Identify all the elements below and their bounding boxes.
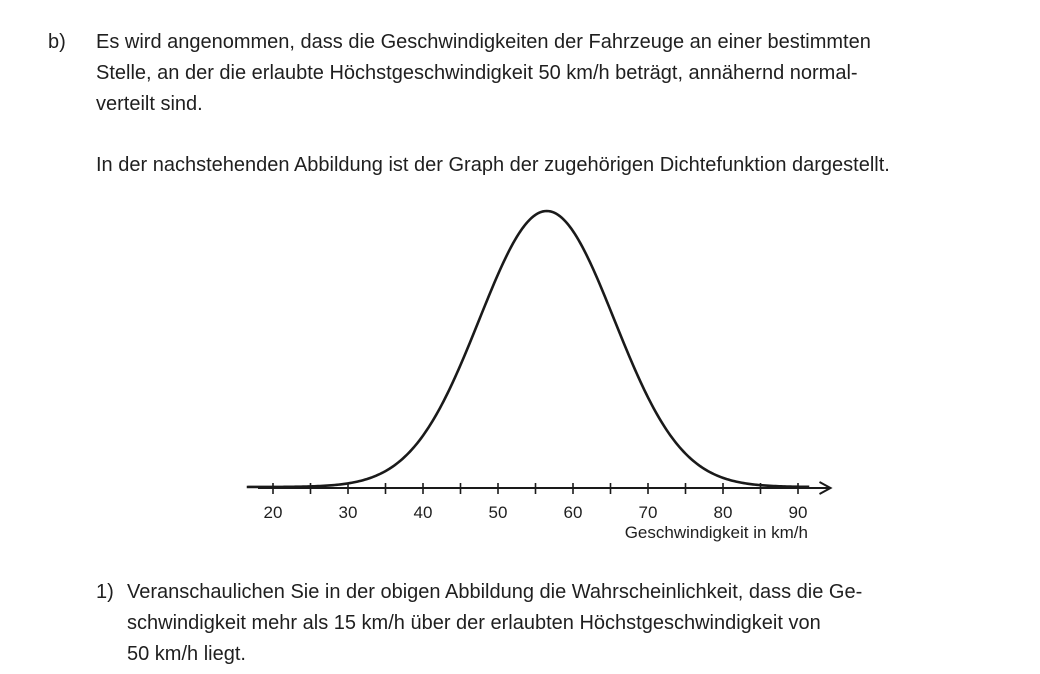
intro-line: Es wird angenommen, dass die Geschwindigkeiten der Fahrzeuge an einer bestimmten (96, 31, 871, 53)
x-tick-label: 20 (263, 503, 283, 522)
subtask-number: 1) (96, 581, 114, 603)
x-tick-label: 40 (413, 503, 433, 522)
x-axis-tick-labels (264, 503, 808, 522)
x-tick-label: 60 (563, 503, 583, 522)
x-tick-label: 50 (488, 503, 508, 522)
intro-line: verteilt sind. (96, 93, 203, 115)
intro-line: Stelle, an der die erlaubte Höchstgeschwindigkeit 50 km/h beträgt, annähernd normal- (96, 62, 858, 84)
subtask-text (127, 577, 862, 670)
subtask-line: 50 km/h liegt. (127, 643, 246, 665)
x-tick-label: 30 (338, 503, 358, 522)
x-tick-label: 80 (713, 503, 733, 522)
task-label: b) (48, 31, 66, 53)
subtask-line: schwindigkeit mehr als 15 km/h über der erlaubten Höchstgeschwindigkeit von (127, 612, 821, 634)
x-tick-label: 90 (788, 503, 808, 522)
x-tick-label: 70 (638, 503, 658, 522)
subtask-line: Veranschaulichen Sie in der obigen Abbildung die Wahrscheinlichkeit, dass die Ge- (127, 581, 863, 603)
x-axis-label: Geschwindigkeit in km/h (624, 523, 808, 542)
density-curve (247, 211, 810, 487)
figure-intro: In der nachstehenden Abbildung ist der Graph der zugehörigen Dichtefunktion dargestellt. (96, 154, 890, 176)
